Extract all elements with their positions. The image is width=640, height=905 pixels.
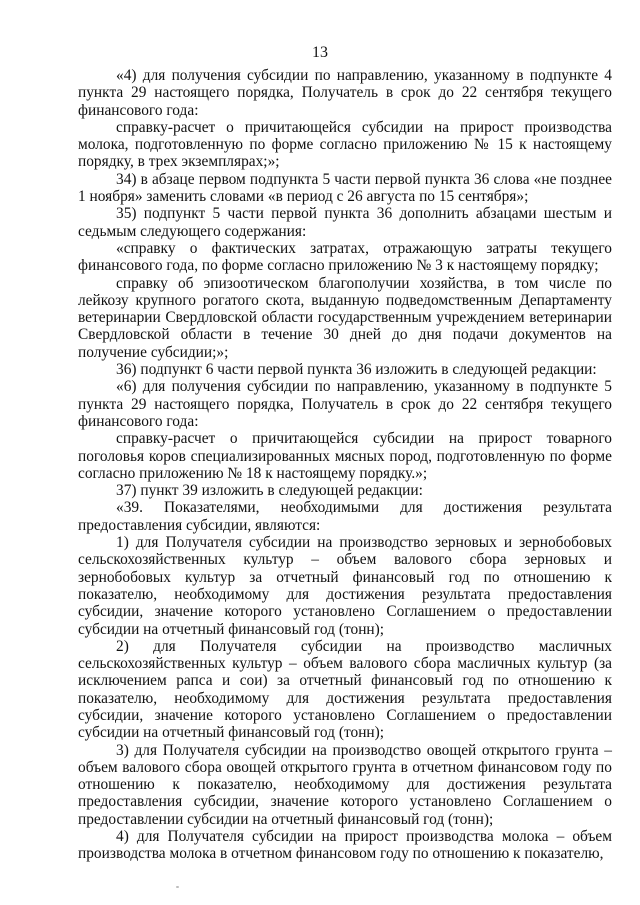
paragraph: справку об эпизоотическом благополучии хозяйства, в том числе по лейкозу крупного рогатого скота, выданную подведомственным Департаменту ветеринарии Свердловской области государственным учреждением ветеринарии Свердловской области в течение 30 дней до дня подачи документов на получение субсидии;»; — [78, 274, 612, 361]
paragraph: 1) для Получателя субсидии на производство зерновых и зернобобовых сельскохозяйственных культур – объем валового сбора зерновых и зернобобовых культур за отчетный финансовый год по отношению к показателю, необходимому для достижения результата предоставления субсидии, значение которого установлено Соглашением о предоставлении субсидии на отчетный финансовый год (тонн); — [78, 534, 612, 638]
page-number: 13 — [312, 44, 328, 61]
paragraph: 3) для Получателя субсидии на производство овощей открытого грунта – объем валового сбора овощей открытого грунта в отчетном финансовом году по отношению к показателю, необходимому для достижения результата предоставления субсидии, значение которого установлено Соглашением о предоставлении субсидии на отчетный финансовый год (тонн); — [78, 741, 612, 828]
scan-speck — [176, 886, 179, 888]
paragraph: справку-расчет о причитающейся субсидии на прирост производства молока, подготовленную по форме согласно приложению № 15 к настоящему порядку, в трех экземплярах;»; — [78, 118, 612, 171]
paragraph: 35) подпункт 5 части первой пункта 36 дополнить абзацами шестым и седьмым следующего содержания: — [78, 205, 612, 240]
paragraph: 37) пункт 39 изложить в следующей редакции: — [116, 482, 423, 500]
paragraph: справку-расчет о причитающейся субсидии на прирост товарного поголовья коров специализированных мясных пород, подготовленную по форме согласно приложению № 18 к настоящему порядку.»; — [78, 430, 612, 482]
paragraph: «39. Показателями, необходимыми для достижения результата предоставления субсидии, являются: — [78, 499, 612, 534]
paragraph: «4) для получения субсидии по направлению, указанному в подпункте 4 пункта 29 настоящего порядка, Получатель в срок до 22 сентября текущего финансового года: — [78, 67, 612, 119]
paragraph: «справку о фактических затратах, отражающую затраты текущего финансового года, по форме согласно приложению № 3 к настоящему порядку; — [78, 239, 612, 275]
document-body — [78, 67, 612, 863]
paragraph: 34) в абзаце первом подпункта 5 части первой пункта 36 слова «не позднее 1 ноября» заменить словами «в период с 26 августа по 15 сентября»; — [78, 170, 612, 206]
paragraph: 2) для Получателя субсидии на производство масличных сельскохозяйственных культур – объем валового сбора масличных культур (за исключением рапса и сои) за отчетный финансовый год по отношению к показателю, необходимому для достижения результата предоставления субсидии, значение которого установлено Соглашением о предоставлении субсидии на отчетный финансовый год (тонн); — [78, 637, 612, 742]
paragraph: 4) для Получателя субсидии на прирост производства молока – объем производства молока в отчетном финансовом году по отношению к показателю, — [78, 828, 612, 863]
paragraph: «6) для получения субсидии по направлению, указанному в подпункте 5 пункта 29 настоящего порядка, Получатель в срок до 22 сентября текущего финансового года: — [78, 378, 612, 430]
paragraph: 36) подпункт 6 части первой пункта 36 изложить в следующей редакции: — [116, 361, 597, 379]
